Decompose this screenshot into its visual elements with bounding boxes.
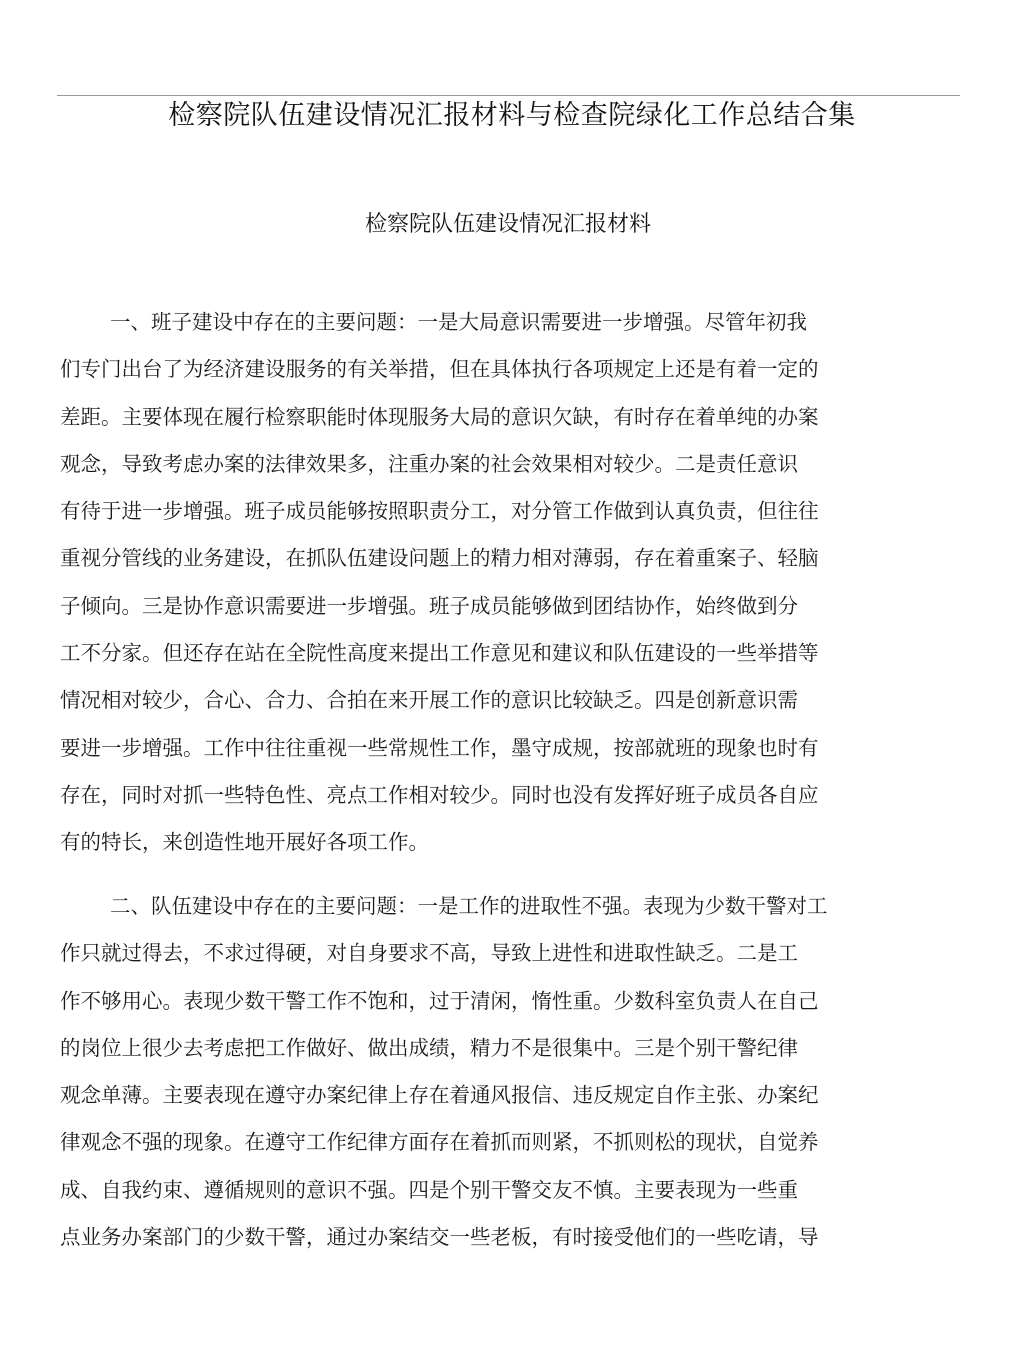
paragraph-line: 情况相对较少，合心、合力、合拍在来开展工作的意识比较缺乏。四是创新意识需 <box>60 688 798 713</box>
paragraph-line: 的岗位上很少去考虑把工作做好、做出成绩，精力不是很集中。三是个别干警纪律 <box>60 1035 798 1060</box>
paragraph-line: 观念单薄。主要表现在遵守办案纪律上存在着通风报信、违反规定自作主张、办案纪 <box>60 1083 819 1108</box>
paragraph-line: 一、班子建设中存在的主要问题：一是大局意识需要进一步增强。尽管年初我 <box>110 310 807 334</box>
paragraph-line: 差距。主要体现在履行检察职能时体现服务大局的意识欠缺，有时存在着单纯的办案 <box>60 404 819 429</box>
paragraph-line: 重视分管线的业务建设，在抓队伍建设问题上的精力相对薄弱，存在着重案子、轻脑 <box>60 546 819 571</box>
paragraph-1 <box>60 299 930 867</box>
paragraph-line: 有待于进一步增强。班子成员能够按照职责分工，对分管工作做到认真负责，但往往 <box>60 499 819 524</box>
paragraph-2 <box>60 883 930 1261</box>
paragraph-line: 作不够用心。表现少数干警工作不饱和，过于清闲，惰性重。少数科室负责人在自己 <box>60 988 819 1013</box>
paragraph-line: 们专门出台了为经济建设服务的有关举措，但在具体执行各项规定上还是有着一定的 <box>60 357 819 382</box>
paragraph-line: 要进一步增强。工作中往往重视一些常规性工作，墨守成规，按部就班的现象也时有 <box>60 735 819 760</box>
paragraph-line: 作只就过得去，不求过得硬，对自身要求不高，导致上进性和进取性缺乏。二是工 <box>60 941 798 966</box>
paragraph-line: 子倾向。三是协作意识需要进一步增强。班子成员能够做到团结协作，始终做到分 <box>60 593 798 618</box>
paragraph-line: 观念，导致考虑办案的法律效果多，注重办案的社会效果相对较少。二是责任意识 <box>60 451 798 476</box>
paragraph-line: 律观念不强的现象。在遵守工作纪律方面存在着抓而则紧，不抓则松的现状，自觉养 <box>60 1130 819 1155</box>
paragraph-line: 工不分家。但还存在站在全院性高度来提出工作意见和建议和队伍建设的一些举措等 <box>60 641 819 666</box>
header-rule <box>57 95 960 96</box>
document-title: 检察院队伍建设情况汇报材料与检查院绿化工作总结合集 <box>168 100 856 131</box>
paragraph-line: 二、队伍建设中存在的主要问题：一是工作的进取性不强。表现为少数干警对工 <box>110 894 828 918</box>
paragraph-line: 成、自我约束、遵循规则的意识不强。四是个别干警交友不慎。主要表现为一些重 <box>60 1177 798 1202</box>
paragraph-line: 点业务办案部门的少数干警，通过办案结交一些老板，有时接受他们的一些吃请，导 <box>60 1225 819 1250</box>
paragraph-line: 有的特长，来创造性地开展好各项工作。 <box>60 830 429 855</box>
section-title: 检察院队伍建设情况汇报材料 <box>364 212 651 237</box>
paragraph-line: 存在，同时对抓一些特色性、亮点工作相对较少。同时也没有发挥好班子成员各自应 <box>60 782 819 807</box>
